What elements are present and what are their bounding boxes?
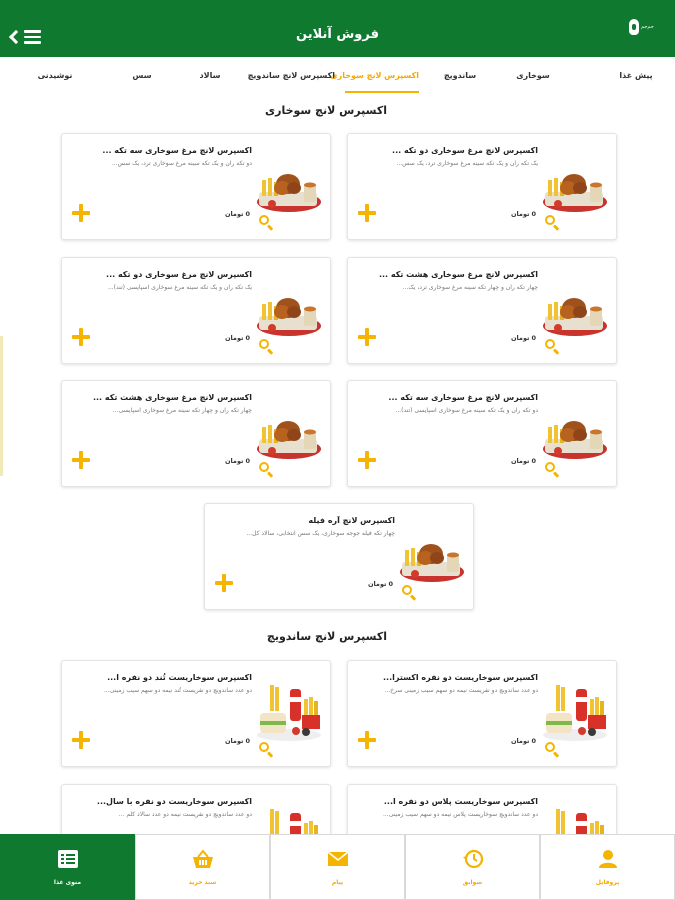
- envelope-icon: [327, 849, 349, 869]
- tab-express-fried[interactable]: اکسپرس لانچ سوخاری: [345, 71, 419, 95]
- product-name: اکسپرس سوخاریست دو نفره اکسترا...: [382, 673, 538, 682]
- tab-salad[interactable]: سالاد: [199, 71, 221, 80]
- product-description: دو تکه ران و یک تکه سینه مرغ سوخاری اسپایسی (تند)...: [395, 407, 538, 414]
- nav-label: پروفایل: [595, 879, 620, 886]
- product-card[interactable]: [347, 380, 617, 487]
- page-title: فروش آنلاین: [296, 27, 379, 42]
- food-image[interactable]: [540, 152, 610, 218]
- add-to-cart-button[interactable]: [358, 451, 376, 469]
- product-name: اکسپرس لانچ مرغ سوخاری دو تکه ...: [106, 270, 252, 279]
- add-to-cart-button[interactable]: [72, 328, 90, 346]
- add-to-cart-button[interactable]: [358, 204, 376, 222]
- tab-sandwich[interactable]: ساندویچ: [443, 71, 477, 80]
- tab-express-sandwich[interactable]: اکسپرس لانچ ساندویچ: [247, 71, 335, 80]
- product-description: دو عدد ساندویچ دو نفریست نیمه دو سهم سیب زمینی سرخ...: [384, 687, 538, 694]
- product-price: 0تومان: [224, 210, 250, 218]
- food-image[interactable]: [254, 399, 324, 465]
- product-card[interactable]: [61, 257, 331, 364]
- product-description: چهار تکه فیله جوجه سوخاری، یک سس انتخابی، سالاد کل...: [246, 530, 395, 537]
- food-image[interactable]: [397, 522, 467, 588]
- product-card[interactable]: [347, 133, 617, 240]
- product-price: 0تومان: [224, 737, 250, 745]
- brand-logo: [629, 17, 665, 43]
- nav-profile[interactable]: [540, 834, 675, 900]
- bottom-navigation: [0, 834, 675, 900]
- product-price: 0تومان: [510, 737, 536, 745]
- product-name: اکسپرس لانچ آره فیله: [308, 516, 395, 525]
- food-image[interactable]: [540, 276, 610, 342]
- product-price: 0تومان: [224, 334, 250, 342]
- tab-drinks[interactable]: نوشیدنی: [37, 71, 73, 80]
- tab-appetizer[interactable]: پیش غذا: [619, 71, 653, 80]
- nav-food-menu[interactable]: [0, 834, 135, 900]
- product-price: 0تومان: [510, 457, 536, 465]
- zoom-icon[interactable]: [544, 214, 560, 230]
- product-description: دو عدد ساندویچ سوخاریست پلاس نیمه دو سهم سیب زمینی...: [382, 811, 538, 818]
- zoom-icon[interactable]: [544, 461, 560, 477]
- nav-basket[interactable]: [135, 834, 270, 900]
- product-description: چهار تکه ران و چهار تکه سینه مرغ سوخاری ترد، یک...: [402, 284, 538, 291]
- logo-mark-icon: [629, 19, 639, 35]
- product-name: اکسپرس سوخاریست تُند دو نفره ا...: [107, 673, 252, 682]
- food-image[interactable]: [540, 399, 610, 465]
- food-image[interactable]: [254, 152, 324, 218]
- product-price: 0تومان: [224, 457, 250, 465]
- nav-label: سبد خرید: [188, 879, 217, 886]
- section-title: اکسپرس لانچ سوخاری: [265, 104, 387, 117]
- add-to-cart-button[interactable]: [358, 731, 376, 749]
- product-name: اکسپرس سوخاریست دو نفره با سال...: [96, 797, 252, 806]
- nav-history[interactable]: [405, 834, 540, 900]
- nav-label: منوی غذا: [53, 879, 82, 886]
- product-card[interactable]: [61, 380, 331, 487]
- product-name: اکسپرس لانچ مرغ سوخاری هشت تکه ...: [92, 393, 252, 402]
- product-name: اکسپرس لانچ مرغ سوخاری هشت تکه ...: [378, 270, 538, 279]
- category-tabs: [0, 57, 675, 95]
- product-description: دو عدد ساندویچ دو نفریست نیمه دو عدد سالاد کلم ...: [118, 811, 252, 818]
- edge-sliver: [0, 336, 3, 476]
- nav-label: پیام: [331, 879, 344, 886]
- product-name: اکسپرس لانچ مرغ سوخاری سه تکه ...: [388, 393, 538, 402]
- product-name: اکسپرس سوخاریست پلاس دو نفره ا...: [383, 797, 538, 806]
- zoom-icon[interactable]: [258, 338, 274, 354]
- user-icon: [597, 849, 619, 869]
- product-price: 0تومان: [510, 334, 536, 342]
- nav-label: سوابق: [462, 879, 483, 886]
- nav-messages[interactable]: [270, 834, 405, 900]
- logo-text: جم‌جم: [641, 24, 654, 30]
- section-title: اکسپرس لانچ ساندویچ: [266, 630, 387, 643]
- product-card[interactable]: [347, 257, 617, 364]
- product-card[interactable]: [61, 133, 331, 240]
- food-image[interactable]: [254, 276, 324, 342]
- add-to-cart-button[interactable]: [215, 574, 233, 592]
- zoom-icon[interactable]: [544, 338, 560, 354]
- add-to-cart-button[interactable]: [72, 451, 90, 469]
- product-description: دو عدد ساندویچ دو نفریست تُند نیمه دو سهم سیب زمینی...: [104, 687, 252, 694]
- product-price: 0تومان: [367, 580, 393, 588]
- food-image[interactable]: [254, 679, 324, 745]
- product-description: چهار تکه ران و چهار تکه سینه مرغ سوخاری اسپایسی...: [112, 407, 252, 414]
- product-description: دو تکه ران و یک تکه سینه مرغ سوخاری ترد، یک سس...: [111, 160, 252, 167]
- zoom-icon[interactable]: [258, 461, 274, 477]
- zoom-icon[interactable]: [258, 214, 274, 230]
- add-to-cart-button[interactable]: [72, 731, 90, 749]
- food-image[interactable]: [540, 679, 610, 745]
- zoom-icon[interactable]: [258, 741, 274, 757]
- product-card[interactable]: [347, 660, 617, 767]
- product-price: 0تومان: [510, 210, 536, 218]
- tab-sauce[interactable]: سس: [132, 71, 152, 80]
- history-icon: [462, 849, 484, 869]
- app-header: [0, 0, 675, 57]
- add-to-cart-button[interactable]: [72, 204, 90, 222]
- zoom-icon[interactable]: [401, 584, 417, 600]
- product-name: اکسپرس لانچ مرغ سوخاری دو تکه ...: [392, 146, 538, 155]
- basket-icon: [192, 849, 214, 869]
- product-name: اکسپرس لانچ مرغ سوخاری سه تکه ...: [102, 146, 252, 155]
- product-description: یک تکه ران و یک تکه سینه مرغ سوخاری ترد، یک سس...: [396, 160, 538, 167]
- menu-list-icon: [57, 849, 79, 869]
- tab-fried[interactable]: سوخاری: [516, 71, 550, 80]
- product-card[interactable]: [61, 660, 331, 767]
- product-description: یک تکه ران و یک تکه سینه مرغ سوخاری اسپایسی (تند)...: [107, 284, 252, 291]
- zoom-icon[interactable]: [544, 741, 560, 757]
- product-card[interactable]: [204, 503, 474, 610]
- add-to-cart-button[interactable]: [358, 328, 376, 346]
